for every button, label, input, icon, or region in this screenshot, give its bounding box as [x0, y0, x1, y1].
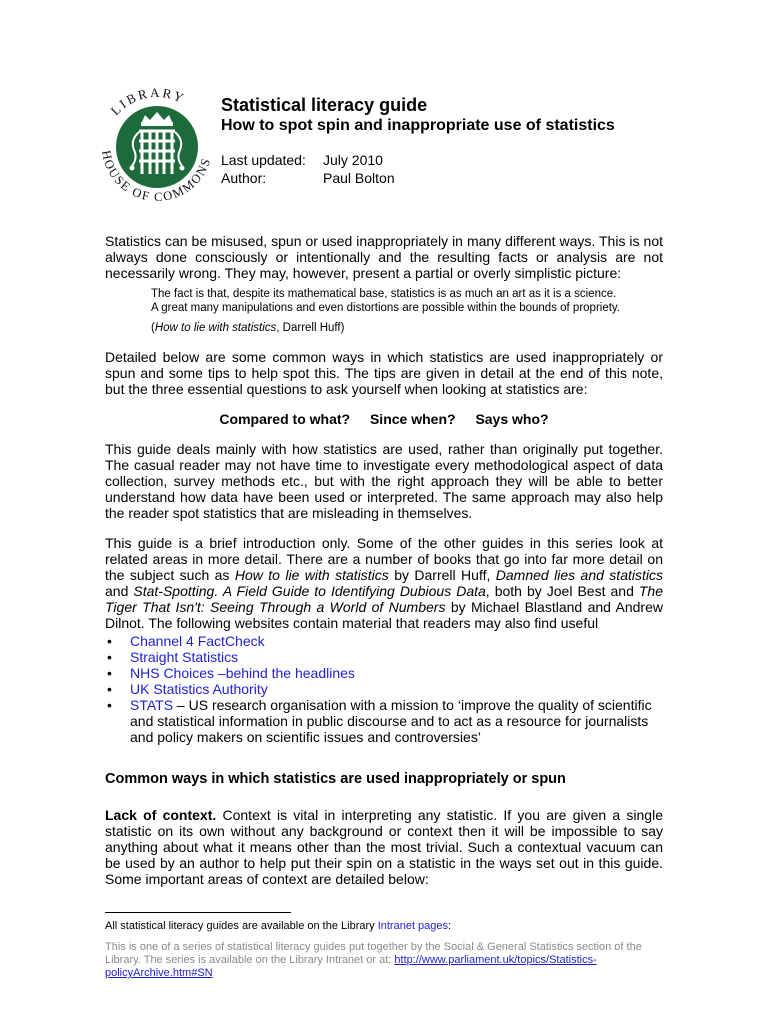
document-subtitle: How to spot spin and inappropriate use of statistics [221, 117, 615, 134]
author-value: Paul Bolton [323, 170, 395, 186]
list-item [105, 681, 663, 697]
last-updated-value: July 2010 [323, 152, 383, 168]
footnote-line-1: All statistical literacy guides are available on the Library Intranet pages: [105, 920, 452, 932]
section-heading: Common ways in which statistics are used inappropriately or spun [105, 771, 566, 787]
footnote [105, 920, 665, 980]
house-of-commons-library-logo [92, 88, 222, 206]
useful-websites-list [105, 633, 663, 745]
meta-last-updated [221, 151, 395, 169]
link-stats[interactable]: STATS [130, 697, 174, 713]
lack-of-context-paragraph: Lack of context. Context is vital in interpreting any statistic. If you are given a single statistic on its own without any background or context then it will be impossible to say anything about what it means other than the most trivial. Such a contextual vacuum can be used by an author to help put their spin on a statistic in the ways set out in this guide. Some important areas of context are detailed below: [105, 807, 663, 887]
logo-bottom-text: HOUSE OF COMMONS [99, 149, 214, 205]
intranet-pages-link[interactable]: Intranet pages [377, 920, 449, 932]
last-updated-label: Last updated: [221, 152, 306, 168]
meta-author [221, 169, 395, 187]
parliament-archive-link[interactable]: http://www.parliament.uk/topics/Statistics-policyArchive.htm#SN [105, 954, 597, 979]
document-title: Statistical literacy guide [221, 95, 428, 115]
link-channel4-factcheck[interactable]: Channel 4 FactCheck [130, 633, 265, 649]
book-title-tiger: The Tiger That Isn't: Seeing Through a World of Numbers [105, 583, 663, 615]
document-body [105, 233, 663, 887]
book-title-damned-lies: Damned lies and statistics [495, 567, 663, 583]
quote-citation-title: How to lie with statistics [154, 322, 277, 334]
essential-questions [105, 411, 663, 427]
logo-top-text: LIBRARY [107, 88, 189, 119]
list-item [105, 633, 663, 649]
intro-paragraph-4: This guide is a brief introduction only. Some of the other guides in this series look at related areas in more detail. There are a number of books that go into far more detail on the subject such as How to lie with statistics by Darrell Huff, Damned lies and statistics and Stat-Spotting. A Field Guide to Identifying Dubious Data, both by Joel Best and The Tiger That Isn't: Seeing Through a World of Numbers by Michael Blastland and Andrew Dilnot. The following websites contain material that readers may also find useful [105, 535, 663, 631]
link-nhs-choices[interactable]: NHS Choices –behind the headlines [130, 665, 355, 681]
question-1: Compared to what? [219, 411, 351, 427]
lack-of-context-lead: Lack of context. [105, 807, 217, 823]
book-title-stat-spotting: Stat-Spotting. A Field Guide to Identifying Dubious Data [133, 583, 486, 599]
document-meta [221, 151, 395, 187]
quote-citation: (How to lie with statistics, Darrell Huff) [151, 322, 345, 334]
portcullis-crest-icon [92, 88, 222, 206]
quote-text: The fact is that, despite its mathematical base, statistics is as much an art as it is a science. A great many manipulations and even distortions are possible within the bounds of propriety. [151, 288, 621, 314]
book-title-huff: How to lie with statistics [234, 567, 389, 583]
list-item [105, 697, 663, 745]
list-item [105, 649, 663, 665]
question-3: Says who? [475, 411, 549, 427]
footnote-divider [105, 912, 291, 913]
link-uk-statistics-authority[interactable]: UK Statistics Authority [130, 681, 268, 697]
link-straight-statistics[interactable]: Straight Statistics [130, 649, 239, 665]
footnote-series-note: This is one of a series of statistical literacy guides put together by the Social & General Statistics section of the Library. The series is available on the Library Intranet or at: http://www.parliament.uk/topics/Statistics-policyArchive.htm#SN [105, 941, 642, 979]
question-2: Since when? [369, 411, 456, 427]
intro-paragraph-3: This guide deals mainly with how statistics are used, rather than originally put together. The casual reader may not have time to investigate every methodological aspect of data collection, survey methods etc., but with the right approach they will be able to better understand how data have been used or interpreted. The same approach may also help the reader spot statistics that are misleading in themselves. [105, 441, 663, 521]
author-label: Author: [221, 170, 267, 186]
stats-description: – US research organisation with a mission to ‘improve the quality of scientific and statistical information in public discourse and to act as a resource for journalists and policy makers on scientific issues and controversies’ [130, 697, 652, 745]
list-item [105, 665, 663, 681]
intro-paragraph-1: Statistics can be misused, spun or used inappropriately in many different ways. This is not always done consciously or intentionally and the resulting facts or analysis are not necessarily wrong. They may, however, present a partial or overly simplistic picture: [105, 233, 663, 281]
huff-quote [151, 287, 621, 335]
intro-paragraph-2: Detailed below are some common ways in which statistics are used inappropriately or spun and some tips to help spot this. The tips are given in detail at the end of this note, but the three essential questions to ask yourself when looking at statistics are: [105, 349, 663, 397]
